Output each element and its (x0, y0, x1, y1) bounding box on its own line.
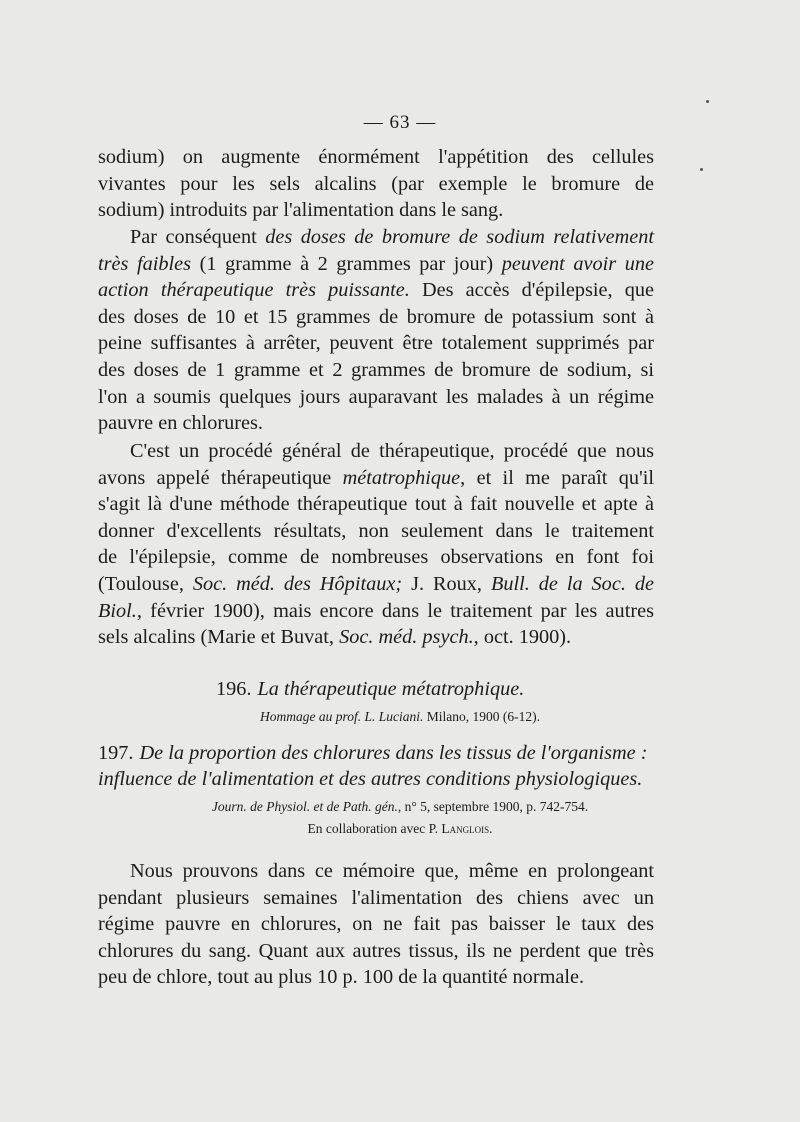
paragraph-continuation (98, 144, 654, 224)
text-line: de l'épilepsie, comme de nombreuses observations en font foi (98, 546, 654, 569)
text-line: avons appelé thérapeutique métatrophique, et il me paraît qu'il (98, 466, 654, 489)
entry-197-title (98, 740, 647, 766)
entry-196-title (216, 676, 524, 702)
text-line: C'est un procédé général de thérapeutique, procédé que nous (130, 440, 654, 462)
entry-number: 197. (98, 742, 134, 764)
paper-speck (700, 168, 703, 171)
text-line: peine suffisantes à arrêter, peuvent être totalement supprimés par (98, 332, 654, 355)
text-line: des doses de 10 et 15 grammes de bromure de potassium sont à (98, 305, 654, 328)
paper-speck (706, 100, 709, 103)
entry-number: 196. (216, 678, 252, 700)
text-line: pauvre en chlorures. (98, 412, 263, 435)
text-line: sels alcalins (Marie et Buvat, Soc. méd. psych., oct. 1900). (98, 626, 572, 649)
entry-197-reference: Journ. de Physiol. et de Path. gén., n° 5, septembre 1900, p. 742-754. (211, 799, 589, 814)
text-line: Par conséquent des doses de bromure de sodium relativement (130, 226, 654, 248)
text-line: peu de chlore, tout au plus 10 p. 100 de la quantité normale. (98, 966, 585, 989)
text-line: régime pauvre en chlorures, on ne fait pas baisser le taux des (98, 913, 654, 936)
text-line: sodium) on augmente énormément l'appétition des cellules (98, 146, 654, 168)
text-line: action thérapeutique très puissante. Des accès d'épilepsie, que (98, 279, 654, 302)
text-line: (Toulouse, Soc. méd. des Hôpitaux; J. Roux, Bull. de la Soc. de (98, 572, 654, 595)
text-line: chlorures du sang. Quant aux autres tissus, ils ne perdent que très (98, 939, 654, 962)
paragraph-chloride-findings (98, 858, 654, 991)
entry-title-text: De la proportion des chlorures dans les tissus de l'organisme : (139, 742, 648, 764)
page-number: — 63 — (363, 112, 437, 133)
text-line: des doses de 1 gramme et 2 grammes de bromure de sodium, si (98, 358, 654, 381)
entry-196-reference: Hommage au prof. L. Luciani. Milano, 1900 (6-12). (260, 709, 540, 724)
text-line: s'agit là d'une méthode thérapeutique tout à fait nouvelle et apte à (98, 493, 654, 516)
entry-title-text: La thérapeutique métatrophique. (257, 678, 525, 700)
text-line: sodium) introduits par l'alimentation dans le sang. (98, 199, 504, 222)
text-line: Biol., février 1900), mais encore dans le traitement par les autres (98, 599, 654, 622)
text-line: pendant plusieurs semaines l'alimentation des chiens avec un (98, 886, 654, 909)
paragraph-metatrophic-therapy (98, 438, 654, 651)
entry-197-title-continued: influence de l'alimentation et des autres conditions physiologiques. (98, 768, 643, 790)
entry-197-collaboration: En collaboration avec P. Langlois. (307, 821, 493, 836)
text-line: Nous prouvons dans ce mémoire que, même en prolongeant (130, 860, 654, 882)
text-line: très faibles (1 gramme à 2 grammes par jour) peuvent avoir une (98, 252, 655, 275)
paragraph-bromide-dosage (98, 224, 654, 437)
text-line: vivantes pour les sels alcalins (par exemple le bromure de (98, 172, 654, 195)
text-line: l'on a soumis quelques jours auparavant les malades à un régime (98, 385, 654, 408)
text-line: donner d'excellents résultats, non seulement dans le traitement (98, 519, 654, 542)
